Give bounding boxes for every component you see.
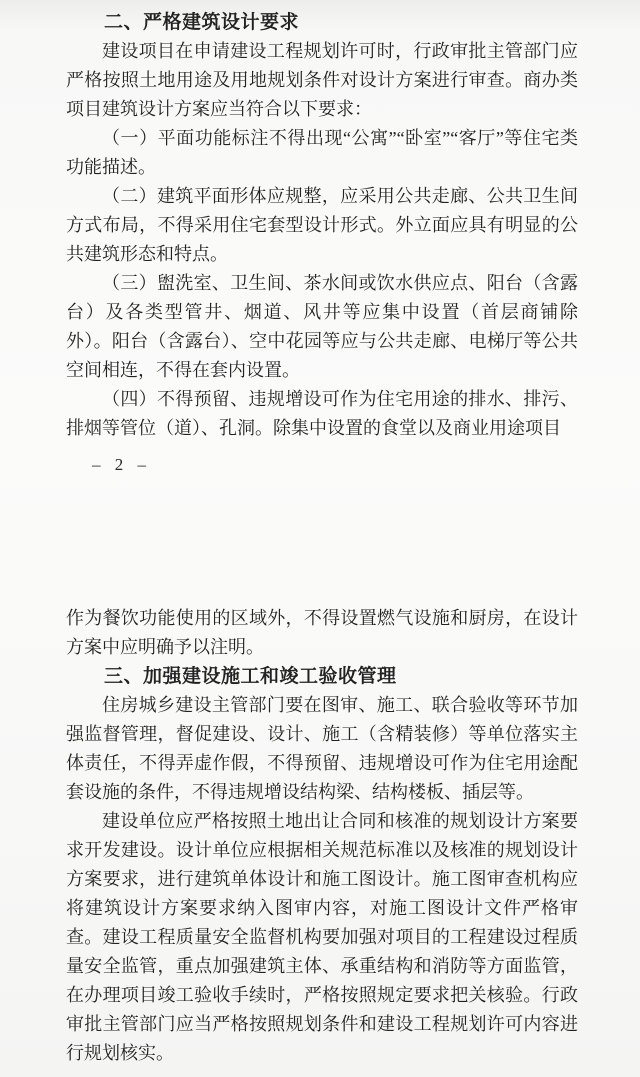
list-item-4-part-2: 作为餐饮功能使用的区域外，不得设置燃气设施和厨房，在设计方案中应明确予以注明。 [66,608,578,657]
document-page-3 [66,604,578,1068]
list-item-4-part-1: （四）不得预留、违规增设可作为住宅用途的排水、排污、排烟等管位（道）、孔洞。除集中设置的食堂以及商业用途项目 [66,389,578,438]
section-heading-3: 三、加强建设施工和竣工验收管理 [104,666,397,687]
page-break-gap [66,479,578,604]
paragraph-intro: 建设项目在申请建设工程规划许可时，行政审批主管部门应严格按照土地用途及用地规划条件对设计方案进行审查。商办类项目建筑设计方案应当符合以下要求： [66,41,578,119]
section-heading-2: 二、严格建筑设计要求 [104,12,300,33]
page-number: – 2 – [92,455,151,474]
list-item-1: （一）平面功能标注不得出现“公寓”“卧室”“客厅”等住宅类功能描述。 [66,128,578,177]
paragraph-supervision: 住房城乡建设主管部门要在图审、施工、联合验收等环节加强监督管理，督促建设、设计、施工（含精装修）等单位落实主体责任，不得弄虚作假，不得预留、违规增设可作为住宅用途配套设施的条件，不得违规增设结构梁、结构楼板、插层等。 [66,695,578,802]
document-page-2 [66,0,578,479]
document-text-column [66,0,578,1068]
list-item-3: （三）盥洗室、卫生间、茶水间或饮水供应点、阳台（含露台）及各类型管井、烟道、风井等应集中设置（首层商铺除外）。阳台（含露台）、空中花园等应与公共走廊、电梯厅等公共空间相连，不得在套内设置。 [66,273,578,380]
list-item-2: （二）建筑平面形体应规整，应采用公共走廊、公共卫生间方式布局，不得采用住宅套型设计形式。外立面应具有明显的公共建筑形态和特点。 [66,186,578,264]
paragraph-construction-units: 建设单位应严格按照土地出让合同和核准的规划设计方案要求开发建设。设计单位应根据相关规范标准以及核准的规划设计方案要求，进行建筑单体设计和施工图设计。施工图审查机构应将建筑设计方案要求纳入图审内容，对施工图设计文件严格审查。建设工程质量安全监督机构要加强对项目的工程建设过程质量安全监管，重点加强建筑主体、承重结构和消防等方面监管，在办理项目竣工验收手续时，严格按照规定要求把关核验。行政审批主管部门应当严格按照规划条件和建设工程规划许可内容进行规划核实。 [66,811,578,1063]
